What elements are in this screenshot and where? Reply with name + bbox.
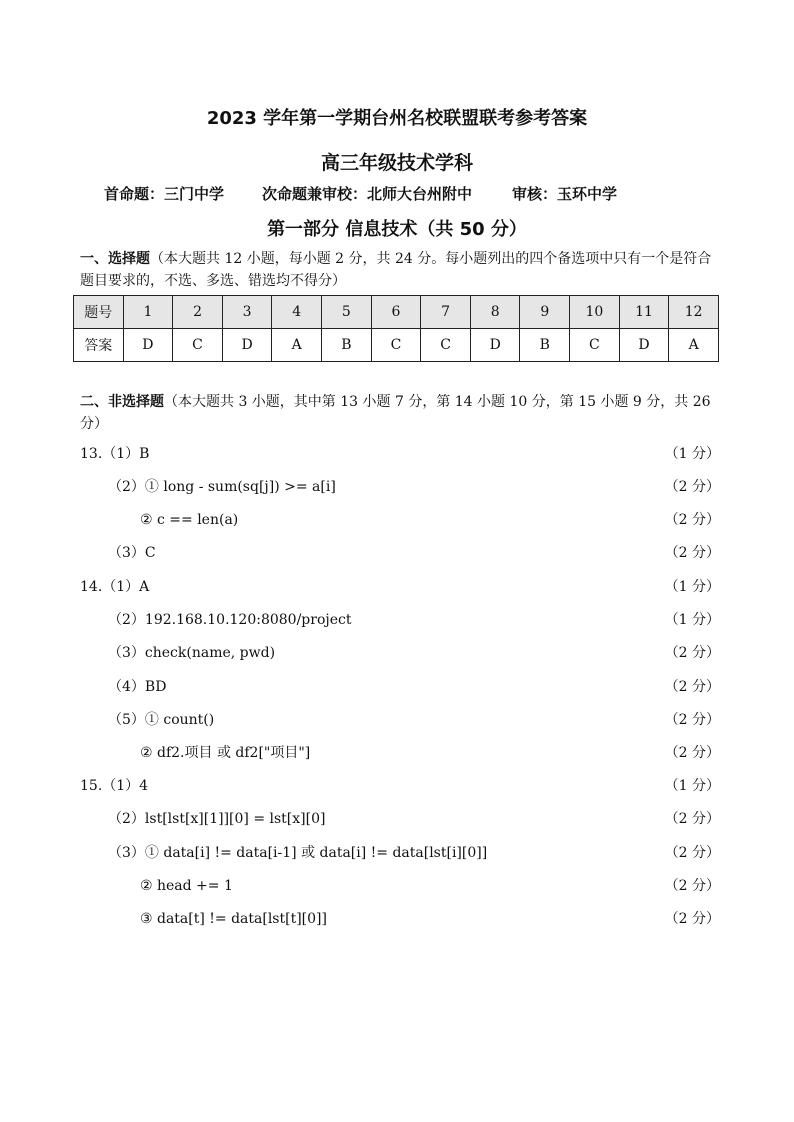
score-label: （2 分） bbox=[664, 712, 720, 728]
answer-line-15-3-3 bbox=[80, 908, 720, 930]
answer-line-15-2 bbox=[80, 808, 720, 830]
question-number: 3 bbox=[222, 296, 272, 329]
answer-line-14-5-1 bbox=[80, 709, 720, 731]
document-title: 2023 学年第一学期台州名校联盟联考参考答案 bbox=[206, 108, 588, 129]
answer-cell: A bbox=[669, 329, 719, 362]
answer-line-14-2 bbox=[80, 609, 720, 631]
table-row-answers bbox=[74, 329, 719, 362]
answer-text: （5）① count() bbox=[108, 712, 215, 728]
answer-text: 15.（1）4 bbox=[80, 778, 149, 794]
answer-table bbox=[73, 295, 719, 362]
score-label: （1 分） bbox=[664, 579, 720, 595]
score-label: （2 分） bbox=[664, 679, 720, 695]
answer-text: （3）check(name, pwd) bbox=[108, 645, 276, 661]
question-number: 12 bbox=[669, 296, 719, 329]
answer-cell: D bbox=[123, 329, 173, 362]
subject-title: 高三年级技术学科 bbox=[320, 152, 473, 174]
answer-line-13-2-1 bbox=[80, 476, 720, 498]
score-label: （1 分） bbox=[664, 612, 720, 628]
answer-text: 13.（1）B bbox=[80, 446, 150, 462]
question-number: 11 bbox=[619, 296, 669, 329]
answer-line-14-5-2 bbox=[80, 742, 720, 764]
answer-line-13-3 bbox=[80, 542, 720, 564]
answer-line-15-3-2 bbox=[80, 875, 720, 897]
credit-second-proposer: 次命题兼审校：北师大台州附中 bbox=[262, 185, 473, 203]
section1-heading: 一、选择题 bbox=[80, 251, 150, 267]
score-label: （1 分） bbox=[664, 446, 720, 462]
answer-text: （2）192.168.10.120:8080/project bbox=[108, 612, 352, 628]
part-heading: 第一部分 信息技术（共 50 分） bbox=[267, 219, 527, 240]
answer-text: （3）① data[i] != data[i-1] 或 data[i] != data[lst[i][0]] bbox=[108, 845, 488, 861]
table-row-numbers bbox=[74, 296, 719, 329]
section1-intro bbox=[80, 248, 716, 292]
answer-line-13-1 bbox=[80, 443, 720, 465]
question-number: 1 bbox=[123, 296, 173, 329]
score-label: （2 分） bbox=[664, 512, 720, 528]
answer-line-13-2-2 bbox=[80, 509, 720, 531]
answer-text: （2）lst[lst[x][1]][0] = lst[x][0] bbox=[108, 811, 326, 827]
question-number: 9 bbox=[520, 296, 570, 329]
score-label: （2 分） bbox=[664, 479, 720, 495]
credit-reviewer: 审核：玉环中学 bbox=[512, 185, 618, 203]
answer-cell: A bbox=[272, 329, 322, 362]
question-number: 4 bbox=[272, 296, 322, 329]
section2-intro bbox=[80, 391, 716, 435]
question-number: 7 bbox=[421, 296, 471, 329]
answer-cell: D bbox=[619, 329, 669, 362]
answer-cell: B bbox=[520, 329, 570, 362]
answer-cell: D bbox=[222, 329, 272, 362]
answer-text: （3）C bbox=[108, 545, 156, 561]
score-label: （2 分） bbox=[664, 811, 720, 827]
question-number: 6 bbox=[371, 296, 421, 329]
answer-line-14-3 bbox=[80, 642, 720, 664]
section2-description: （本大题共 3 小题，其中第 13 小题 7 分，第 14 小题 10 分，第 15 小题 9 分，共 26 分） bbox=[80, 394, 711, 432]
answer-text: （2）① long - sum(sq[j]) >= a[i] bbox=[108, 479, 336, 495]
answer-text: 14.（1）A bbox=[80, 579, 150, 595]
answer-text: ② df2.项目 或 df2["项目"] bbox=[140, 745, 311, 761]
answer-cell: C bbox=[570, 329, 620, 362]
score-label: （2 分） bbox=[664, 745, 720, 761]
answer-cell: C bbox=[371, 329, 421, 362]
question-number: 8 bbox=[470, 296, 520, 329]
answer-text: （4）BD bbox=[108, 679, 167, 695]
section2-heading: 二、非选择题 bbox=[80, 394, 164, 410]
row-label-number: 题号 bbox=[74, 296, 124, 329]
credit-first-proposer: 首命题：三门中学 bbox=[104, 185, 225, 203]
answer-line-14-1 bbox=[80, 576, 720, 598]
answer-cell: C bbox=[421, 329, 471, 362]
row-label-answer: 答案 bbox=[74, 329, 124, 362]
answer-cell: D bbox=[470, 329, 520, 362]
score-label: （2 分） bbox=[664, 845, 720, 861]
score-label: （2 分） bbox=[664, 545, 720, 561]
answer-line-15-3-1 bbox=[80, 842, 720, 864]
answer-line-14-4 bbox=[80, 676, 720, 698]
question-number: 5 bbox=[322, 296, 372, 329]
score-label: （1 分） bbox=[664, 778, 720, 794]
question-number: 10 bbox=[570, 296, 620, 329]
answer-text: ③ data[t] != data[lst[t][0]] bbox=[140, 911, 327, 927]
score-label: （2 分） bbox=[664, 645, 720, 661]
score-label: （2 分） bbox=[664, 878, 720, 894]
answer-cell: C bbox=[173, 329, 223, 362]
score-label: （2 分） bbox=[664, 911, 720, 927]
credits-line bbox=[104, 183, 704, 204]
answer-cell: B bbox=[322, 329, 372, 362]
answer-text: ② c == len(a) bbox=[140, 512, 239, 528]
question-number: 2 bbox=[173, 296, 223, 329]
answer-text: ② head += 1 bbox=[140, 878, 233, 894]
answer-line-15-1 bbox=[80, 775, 720, 797]
section1-description: （本大题共 12 小题，每小题 2 分，共 24 分。每小题列出的四个备选项中只有一个是符合题目要求的，不选、多选、错选均不得分） bbox=[80, 251, 712, 289]
